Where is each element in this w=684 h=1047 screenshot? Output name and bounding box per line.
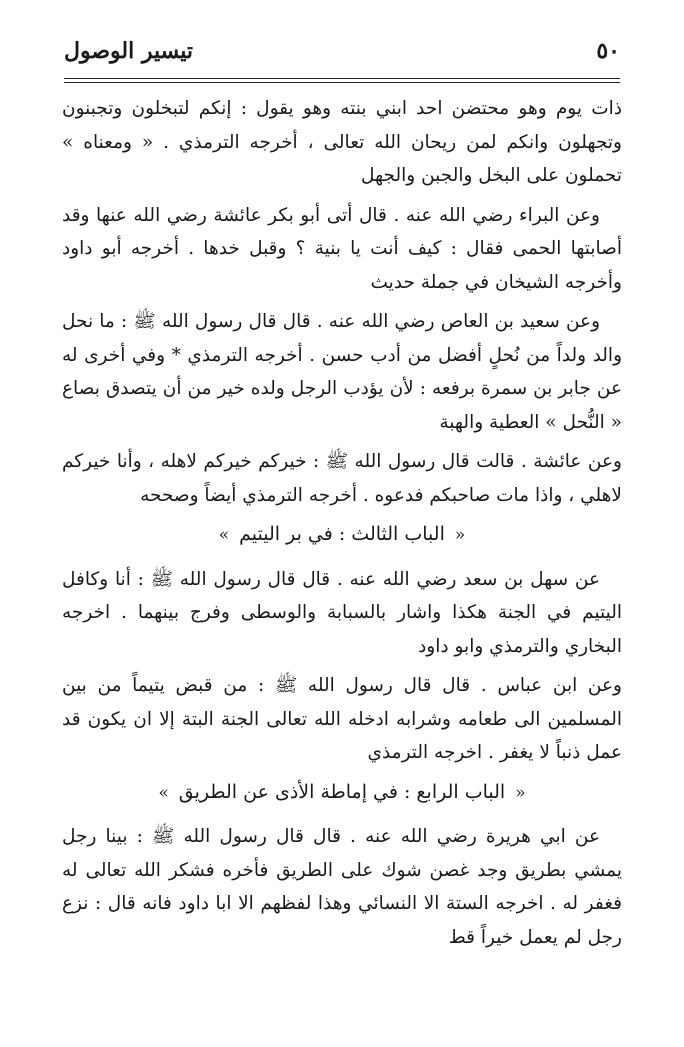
header-rule-top <box>64 78 620 79</box>
paragraph: عن ابي هريرة رضي الله عنه . قال قال رسول الله ﷺ : بينا رجل يمشي بطريق وجد غصن شوك على الطريق فأخره فشكر الله تعالى له فغفر له . اخرجه الستة الا النسائي وهذا لفظهم الا ابا داود فانه قال : نزع رجل لم يعمل خيراً قط <box>62 826 622 948</box>
paragraph: وعن ابن عباس . قال قال رسول الله ﷺ : من قبض يتيماً من بين المسلمين الى طعامه وشرابه ادخله الله تعالى الجنة البتة إلا ان يكون قد عمل ذنباً لا يغفر . اخرجه الترمذي <box>62 675 622 763</box>
ornament-open-icon: « <box>454 525 466 545</box>
page-number: ٥٠ <box>596 38 620 64</box>
paragraph: عن سهل بن سعد رضي الله عنه . قال قال رسول الله ﷺ : أنا وكافل اليتيم في الجنة هكذا واشار بالسبابة والوسطى وفرج بينهما . اخرجه البخاري والترمذي وابو داود <box>62 568 622 657</box>
chapter-title: الباب الثالث : في بر اليتيم <box>239 523 445 545</box>
page-header <box>64 30 620 74</box>
chapter-heading <box>62 776 622 811</box>
chapter-heading <box>62 518 622 553</box>
header-rule-bottom <box>64 82 620 83</box>
ornament-open-icon: « <box>515 782 526 803</box>
ornament-close-icon: » <box>218 525 230 545</box>
paragraph: وعن البراء رضي الله عنه . قال أتى أبو بكر عائشة رضي الله عنها وقد أصابتها الحمى فقال : كيف أنت يا بنية ؟ وقبل خدها . أخرجه أبو داود وأخرجه الشيخان في جملة حديث <box>62 204 622 293</box>
paragraph: وعن سعيد بن العاص رضي الله عنه . قال قال رسول الله ﷺ : ما نحل والد ولداً من نُحلٍ أفضل من أدب حسن . أخرجه الترمذي * وفي أخرى له عن جابر بن سمرة برفعه : لأن يؤدب الرجل ولده خير من أن يتصدق بصاع « النُّحل » العطية والهبة <box>62 311 622 433</box>
chapter-title: الباب الرابع : في إماطة الأذى عن الطريق <box>178 780 506 803</box>
paragraph: وعن عائشة . قالت قال رسول الله ﷺ : خيركم خيركم لاهله ، وأنا خيركم لاهلي ، واذا مات صاحبكم فدعوه . أخرجه الترمذي أيضاً وصححه <box>62 451 622 506</box>
ornament-close-icon: » <box>158 782 169 803</box>
paragraph: ذات يوم وهو محتضن احد ابني بنته وهو يقول : إنكم لتبخلون وتجبنون وتجهلون وانكم لمن ريحان الله تعالى ، أخرجه الترمذي . « ومعناه » تحملون على البخل والجبن والجهل <box>62 98 622 186</box>
body-text <box>62 92 622 960</box>
running-title: تيسير الوصول <box>64 38 194 64</box>
